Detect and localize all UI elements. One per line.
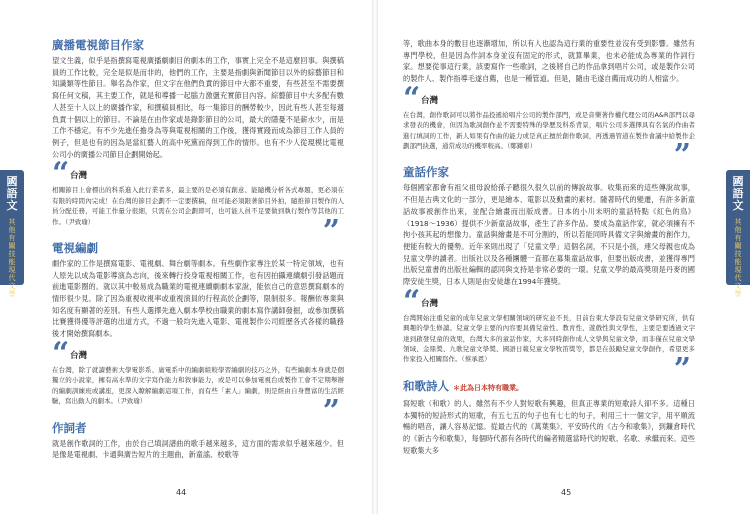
- taiwan-note-text: 相關節目上會標出的科系進入此行業者多，最主要的是必須有創意、能隨機分析各式專題，更必須在有限的時間內完成！在台灣的節目企劃不一定要撰稿，但可能必須跟著節目外拍，隨推節目製作的人員分配任務，可能工作量分很細，只需在公司企劃即可，也可能人員不足要做到執行製作等其他的工作。（尹致瑜）: [52, 186, 344, 226]
- section-body-fairy-tale-writer: 每個國家都會有祖父祖母說給孫子聽很久很久以前的傳說故事。收集而來的這些傳說故事，不但是古典文化的一部分，更是繪本、電影以及動畫的素材。隨著時代的變遷，有許多新童話故事被創作出來，並配合繪畫而出版成書。日本的小川未明的童話特點《紅色的鳥》（1918～1936）提供不少新童話故事，產生了許多作品。要成為童話作家，就必須擁有不拘小孩其起的想像力。童話與繪畫是不可分割的，所以若能同時具備文字與繪畫的創作力，便能有較大的優勢。近年來則出現了「兒童文學」這個名詞，不只是小孩，連父母親也成為兒童文學的讀者。出版社以及各種團體一直都在募集童話故事，但要出版成書，並獲得專門出版兒童書的出版社編輯的認同與支持是非常必要的一環。兒童文學的最高獎項是丹麥的國際安徒生獎，日本人則是由安徒雄在1994年獲獎。: [403, 183, 695, 287]
- waka-poet-title: 和歌詩人: [403, 378, 449, 393]
- taiwan-note-text: 在台灣，除了就讀藝術大學電影系、廣電系中的編劇組較學習編劇的技巧之外，有些編劇本身就是個獨立的小說家，擁有高水準的文字寫作能力和敘事能力，或是可以參加電視台或製作工會不定期舉辦的編劇訓練班或講座，更深入瞭解編劇這項工作，而有些「素人」編劇，則是經由自身豐富的生活經驗，寫出動人的劇本。（尹致瑜）: [52, 365, 344, 406]
- side-tab-title: 國語文: [732, 175, 744, 212]
- side-tab: [0, 170, 24, 298]
- lyricist-continued-body: 等，歌曲本身的數目也逐漸增加，所以有人也認為這行業的重要性並沒有受到影響。雖然有專門學校，但是因為作詞本身並沒有固定的形式，就算畢業，也未必能成為專業的作詞行家。想要從事這行業，該要寫作一些歌詞，之後將自己的作品拿到唱片公司，或是製作公司的製作人、製作指導毛遂自薦，也是一種管道。但是，隨由毛遂自薦而成功的人相當少。: [403, 39, 695, 84]
- section-heading-waka-poet: [403, 379, 695, 395]
- section-heading-fairy-tale-writer: 童話作家: [403, 165, 449, 180]
- section-body-broadcast-writer: 望文生義，似乎是指撰寫電視廣播劇劇目的劇本的工作，事實上完全不是這麼回事。與撰稿員的工作比較，完全是似是而非的，他們的工作，主要是指劇與新聞節目以外的綜藝節目和知識類等性節目。舉名為作家，但文字在他們負責的節目中大都不重要，有些甚至不需要撰寫任何文稿，其主要工作，就是和導播一起腦力激盪充實節目內容。綜藝節目中大多配有數人甚至十人以上的廣播作家，和撰稿員相比，每一集節目的酬勞較少，因此有些人甚至每週負責十個以上的節目。不論是在由作家或是錄影節目的公司，最大的隱憂不是薪水少，而是工作不穩定。有不少先進任擔身為等與電視相關的工作後，獲得實踐而成為節目工作人員的例子，但是也有的因為是當紅藝人的高中死黨而得到工作的情形。也有不少人從現模比電視公司小的廣播公司節目企劃開始起。: [52, 56, 344, 159]
- section-heading-tv-screenwriter: 電視編劇: [52, 240, 98, 255]
- section-heading-lyricist: 作詞者: [52, 420, 87, 435]
- taiwan-note-text: 台灣開始注重兒童的成年兒童文學相關領域的研究並不長，目前台東大學設有兒童文學研究所，供有興趣的學生修讀。兒童文學主要的內容要具備兒童性、教育性、遊戲性與文學性，主要是要透過文字達到啟發兒童的效果，台灣大多的童話作家，大多同時創作成人文學與兒童文學，而非僅在兒童文學領域、金鼎獎、九歌兒童文學獎、國語日報兒童文學牧笛獎等，都是在鼓勵兒童文學創作，希望更多作家投入相關寫作。（蔡承恩）: [403, 313, 695, 364]
- waka-poet-note: ＊此為日本特有職業。: [453, 383, 523, 392]
- taiwan-note-title: 台灣: [70, 171, 88, 182]
- taiwan-note-title: 台灣: [421, 95, 439, 106]
- taiwan-note-title: 台灣: [70, 350, 88, 361]
- quote-open-icon: “: [403, 80, 421, 116]
- left-column: [52, 38, 344, 461]
- section-body-waka-poet: 寫短歌（和歌）的人。雖然有不少人對短歌有興趣，但真正專業的短歌詩人卻不多。這種日本獨特的短詩形式的短歌，有五七五的句子也有七七的句子，利用三十一個文字，用平順流暢的唱音，讓人容易記憶。從最古代的《萬葉集》、平安時代的《古今和歌集》，到鐮倉時代的《新古今和歌集》，每個時代都有各時代的編者精選當時代的短歌、名歌、承繼而來。這些短歌集大多: [403, 398, 695, 455]
- quote-close-icon: ”: [322, 393, 340, 429]
- page-number: 45: [561, 488, 572, 497]
- section-body-lyricist: 就是創作歌詞的工作，由於自己填詞譜曲的歌手越來越多，這方面的需求似乎越來越少。但是像是電視劇、卡通與廣告短片的主題曲，新童謠、校歌等: [52, 438, 344, 460]
- quote-close-icon: ”: [673, 138, 691, 174]
- quote-open-icon: “: [52, 156, 70, 192]
- quote-close-icon: ”: [673, 351, 691, 387]
- right-column: [403, 38, 695, 456]
- side-tab-subtitle: 其他有關技能現代文學: [8, 218, 16, 298]
- side-tab: [726, 170, 750, 298]
- quote-open-icon: “: [403, 283, 421, 319]
- page-number: 44: [176, 488, 187, 497]
- right-page: [375, 0, 750, 514]
- section-body-tv-screenwriter: 劇作家的工作是撰寫電影、電視劇、舞台劇等劇本。有些劇作家專注於某一特定領域，也有人原先以成為電影導演為志向，後來轉行投身電視相關工作，也有因拍攝連續劇引發話題而前進電影圈的。就以其中較易成為職業的電視連續劇劇本家說，能依自己的意思撰寫劇本的情形很少見。除了因為重視收視率或重視演員的行程高於企劃等，限制很多。報酬依專業與知名度有顯著的差別。有些人選擇先進入劇本學校由職業的劇本寫作講師發掘，或參加撰稿比賽獲得優等評選的出道方式，不過一般均先進入電影、電視製作公司經歷各式各樣的職務後才開始撰寫劇本。: [52, 258, 344, 339]
- quote-open-icon: “: [52, 335, 70, 371]
- side-tab-title: 國語文: [6, 175, 18, 212]
- taiwan-note-text: 在台灣，創作歌詞可以將作品投遞給唱片公司的製作部門，或是音樂著作權代理公司的A&R部門以尋求發表的機會，但因為歌詞創作並不需要特殊的學歷及科系背景，唱片公司多選擇具有名氣的作曲者進行填詞的工作，新人如果有作曲的能力或是真正擅於創作歌詞，再透過管道在製作會議中給製作企劃部門抉選，通常成功的機率較高。（鄭鏘彰）: [403, 110, 695, 151]
- section-heading-broadcast-writer: 廣播電視節目作家: [52, 38, 144, 52]
- taiwan-note-title: 台灣: [421, 298, 439, 309]
- quote-close-icon: ”: [322, 213, 340, 249]
- side-tab-subtitle: 其他有關技能現代文學: [734, 218, 742, 298]
